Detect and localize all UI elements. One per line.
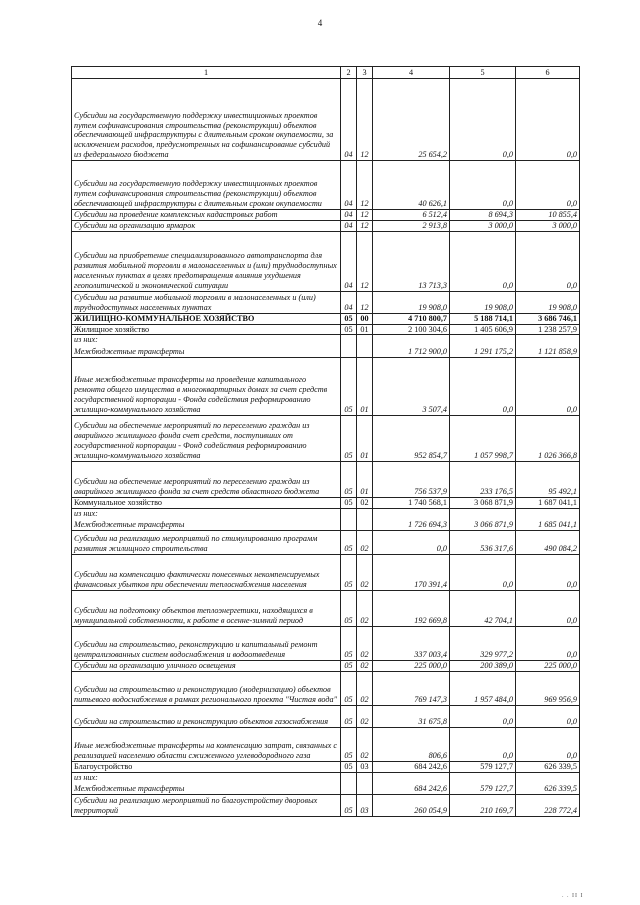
- row-label-cell: Межбюджетные трансферты: [72, 345, 341, 357]
- value-cell: 3 066 871,9: [450, 518, 516, 530]
- row-label-cell: Субсидии на развитие мобильной торговли в малонаселенных и (или) труднодоступных населенных пунктах: [72, 291, 341, 313]
- section-code-cell: 05: [341, 357, 357, 415]
- value-cell: 536 317,6: [450, 530, 516, 554]
- row-label-cell: Субсидии на строительство и реконструкцию объектов газоснабжения: [72, 705, 341, 727]
- table-row: [72, 335, 580, 345]
- table-row: [72, 508, 580, 518]
- row-label-cell: из них:: [72, 335, 341, 345]
- table-row: [72, 497, 580, 508]
- row-label-cell: Субсидии на строительство, реконструкцию и капитальный ремонт централизованных систем водоснабжения и водоотведения: [72, 626, 341, 660]
- column-header: 4: [373, 67, 450, 79]
- row-label-cell: Субсидии на организацию уличного освещения: [72, 660, 341, 671]
- section-code-cell: 05: [341, 590, 357, 626]
- row-label-cell: Благоустройство: [72, 761, 341, 772]
- section-code-cell: [341, 772, 357, 782]
- value-cell: 1 057 998,7: [450, 415, 516, 461]
- value-cell: 0,0: [516, 357, 580, 415]
- value-cell: 0,0: [450, 705, 516, 727]
- section-code-cell: 05: [341, 626, 357, 660]
- value-cell: [450, 772, 516, 782]
- subsection-code-cell: 12: [357, 161, 373, 210]
- value-cell: [450, 335, 516, 345]
- value-cell: 626 339,5: [516, 782, 580, 794]
- value-cell: 10 855,4: [516, 210, 580, 221]
- value-cell: 42 704,1: [450, 590, 516, 626]
- value-cell: 228 772,4: [516, 794, 580, 816]
- column-header: 1: [72, 67, 341, 79]
- value-cell: 0,0: [516, 554, 580, 590]
- table-row: [72, 772, 580, 782]
- row-label-cell: Иные межбюджетные трансферты на компенсацию затрат, связанных с реализацией населению области сжиженного углеводородного газа: [72, 727, 341, 761]
- row-label-cell: Иные межбюджетные трансферты на проведение капитального ремонта общего имущества в многоквартирных домах за счет средств государственной корпорации - Фонда содействия реформированию жилищно-коммунального хозяйства: [72, 357, 341, 415]
- value-cell: 1 957 484,0: [450, 671, 516, 705]
- value-cell: 233 176,5: [450, 461, 516, 497]
- value-cell: 225 000,0: [373, 660, 450, 671]
- subsection-code-cell: 02: [357, 554, 373, 590]
- value-cell: 0,0: [516, 231, 580, 291]
- value-cell: 2 100 304,6: [373, 324, 450, 335]
- table-header-row: [72, 67, 580, 79]
- value-cell: 0,0: [373, 530, 450, 554]
- section-code-cell: 05: [341, 530, 357, 554]
- subsection-code-cell: 02: [357, 626, 373, 660]
- value-cell: 756 537,9: [373, 461, 450, 497]
- value-cell: 225 000,0: [516, 660, 580, 671]
- subsection-code-cell: 02: [357, 671, 373, 705]
- value-cell: [373, 335, 450, 345]
- table-row: [72, 626, 580, 660]
- section-code-cell: 05: [341, 761, 357, 772]
- subsection-code-cell: 00: [357, 313, 373, 324]
- value-cell: 0,0: [516, 626, 580, 660]
- subsection-code-cell: 02: [357, 660, 373, 671]
- table-row: [72, 291, 580, 313]
- subsection-code-cell: 01: [357, 461, 373, 497]
- table-body: [72, 79, 580, 817]
- value-cell: 0,0: [516, 590, 580, 626]
- value-cell: 40 626,1: [373, 161, 450, 210]
- table-row: [72, 761, 580, 772]
- value-cell: 260 054,9: [373, 794, 450, 816]
- value-cell: 3 000,0: [516, 220, 580, 231]
- table-row: [72, 794, 580, 816]
- row-label-cell: Субсидии на приобретение специализированного автотранспорта для развития мобильной торговли в малонаселенных и (или) труднодоступных населенных пунктах в целях предотвращения влияния ухудшения геополитической и экономической ситуации: [72, 231, 341, 291]
- row-label-cell: Субсидии на обеспечение мероприятий по переселению граждан из аварийного жилищного фонда за счет средств областного бюджета: [72, 461, 341, 497]
- subsection-code-cell: [357, 335, 373, 345]
- table-row: [72, 345, 580, 357]
- value-cell: 8 694,3: [450, 210, 516, 221]
- section-code-cell: [341, 518, 357, 530]
- column-header: 5: [450, 67, 516, 79]
- subsection-code-cell: [357, 782, 373, 794]
- subsection-code-cell: 02: [357, 590, 373, 626]
- subsection-code-cell: [357, 518, 373, 530]
- section-code-cell: 05: [341, 324, 357, 335]
- table-row: [72, 590, 580, 626]
- value-cell: 192 669,8: [373, 590, 450, 626]
- value-cell: 25 654,2: [373, 79, 450, 161]
- table-row: [72, 79, 580, 161]
- value-cell: 1 687 041,1: [516, 497, 580, 508]
- column-header: 6: [516, 67, 580, 79]
- row-label-cell: Субсидии на строительство и реконструкцию (модернизацию) объектов питьевого водоснабжения в рамках регионального проекта "Чистая вода": [72, 671, 341, 705]
- value-cell: [450, 508, 516, 518]
- row-label-cell: из них:: [72, 772, 341, 782]
- subsection-code-cell: 01: [357, 415, 373, 461]
- value-cell: 19 908,0: [516, 291, 580, 313]
- section-code-cell: 04: [341, 79, 357, 161]
- table-row: [72, 671, 580, 705]
- value-cell: 19 908,0: [373, 291, 450, 313]
- value-cell: 13 713,3: [373, 231, 450, 291]
- row-label-cell: из них:: [72, 508, 341, 518]
- subsection-code-cell: 12: [357, 231, 373, 291]
- value-cell: [516, 772, 580, 782]
- subsection-code-cell: 01: [357, 357, 373, 415]
- row-label-cell: Субсидии на проведение комплексных кадастровых работ: [72, 210, 341, 221]
- table-row: [72, 660, 580, 671]
- table-row: [72, 518, 580, 530]
- row-label-cell: Субсидии на подготовку объектов теплоэнергетики, находящихся в муниципальной собственности, к работе в осенне-зимний период: [72, 590, 341, 626]
- value-cell: 1 238 257,9: [516, 324, 580, 335]
- section-code-cell: 04: [341, 161, 357, 210]
- value-cell: 769 147,3: [373, 671, 450, 705]
- subsection-code-cell: 03: [357, 761, 373, 772]
- row-label-cell: ЖИЛИЩНО-КОММУНАЛЬНОЕ ХОЗЯЙСТВО: [72, 313, 341, 324]
- section-code-cell: 05: [341, 313, 357, 324]
- subsection-code-cell: 01: [357, 324, 373, 335]
- row-label-cell: Жилищное хозяйство: [72, 324, 341, 335]
- row-label-cell: Субсидии на государственную поддержку инвестиционных проектов путем софинансирования строительства (реконструкции) объектов обеспечивающей инфраструктуры с длительным сроком окупаемости: [72, 161, 341, 210]
- row-label-cell: Субсидии на государственную поддержку инвестиционных проектов путем софинансирования строительства (реконструкции) объектов обеспечивающей инфраструктуры с длительным сроком окупаемости, за исключением расходов, предусмотренных на софинансирование субсидий из федерального бюджета: [72, 79, 341, 161]
- value-cell: 3 686 746,1: [516, 313, 580, 324]
- value-cell: 0,0: [450, 727, 516, 761]
- value-cell: 5 188 714,1: [450, 313, 516, 324]
- section-code-cell: 05: [341, 705, 357, 727]
- value-cell: 95 492,1: [516, 461, 580, 497]
- value-cell: 579 127,7: [450, 782, 516, 794]
- subsection-code-cell: 02: [357, 705, 373, 727]
- value-cell: 1 712 900,0: [373, 345, 450, 357]
- budget-table: [71, 66, 580, 817]
- section-code-cell: [341, 508, 357, 518]
- value-cell: 490 084,2: [516, 530, 580, 554]
- value-cell: 0,0: [516, 161, 580, 210]
- value-cell: 0,0: [450, 79, 516, 161]
- table-row: [72, 727, 580, 761]
- table-row: [72, 415, 580, 461]
- value-cell: 329 977,2: [450, 626, 516, 660]
- section-code-cell: 04: [341, 231, 357, 291]
- section-code-cell: 05: [341, 794, 357, 816]
- value-cell: 0,0: [450, 357, 516, 415]
- value-cell: 19 908,0: [450, 291, 516, 313]
- section-code-cell: 04: [341, 210, 357, 221]
- section-code-cell: 05: [341, 415, 357, 461]
- table-row: [72, 220, 580, 231]
- section-code-cell: 05: [341, 554, 357, 590]
- value-cell: 1 026 366,8: [516, 415, 580, 461]
- value-cell: 1 740 568,1: [373, 497, 450, 508]
- row-label-cell: Межбюджетные трансферты: [72, 518, 341, 530]
- value-cell: 31 675,8: [373, 705, 450, 727]
- column-header: 3: [357, 67, 373, 79]
- row-label-cell: Субсидии на реализацию мероприятий по благоустройству дворовых территорий: [72, 794, 341, 816]
- value-cell: 210 169,7: [450, 794, 516, 816]
- value-cell: 4 710 800,7: [373, 313, 450, 324]
- value-cell: 200 389,0: [450, 660, 516, 671]
- value-cell: [516, 508, 580, 518]
- value-cell: 1 726 694,3: [373, 518, 450, 530]
- subsection-code-cell: 12: [357, 291, 373, 313]
- row-label-cell: Субсидии на реализацию мероприятий по стимулированию программ развития жилищного строительства: [72, 530, 341, 554]
- table-row: [72, 210, 580, 221]
- table-row: [72, 313, 580, 324]
- value-cell: [373, 772, 450, 782]
- row-label-cell: Коммунальное хозяйство: [72, 497, 341, 508]
- table-row: [72, 554, 580, 590]
- section-code-cell: 05: [341, 727, 357, 761]
- value-cell: 969 956,9: [516, 671, 580, 705]
- subsection-code-cell: 12: [357, 79, 373, 161]
- value-cell: [516, 335, 580, 345]
- table-row: [72, 324, 580, 335]
- table-row: [72, 705, 580, 727]
- value-cell: 1 121 858,9: [516, 345, 580, 357]
- value-cell: 0,0: [516, 79, 580, 161]
- subsection-code-cell: 02: [357, 727, 373, 761]
- value-cell: 684 242,6: [373, 782, 450, 794]
- value-cell: 3 507,4: [373, 357, 450, 415]
- value-cell: 806,6: [373, 727, 450, 761]
- subsection-code-cell: 02: [357, 497, 373, 508]
- section-code-cell: [341, 782, 357, 794]
- value-cell: 1 291 175,2: [450, 345, 516, 357]
- value-cell: 3 000,0: [450, 220, 516, 231]
- subsection-code-cell: 12: [357, 220, 373, 231]
- value-cell: 1 405 606,9: [450, 324, 516, 335]
- value-cell: 0,0: [516, 705, 580, 727]
- row-label-cell: Субсидии на организацию ярмарок: [72, 220, 341, 231]
- value-cell: [373, 508, 450, 518]
- table-row: [72, 231, 580, 291]
- row-label-cell: Субсидии на обеспечение мероприятий по переселению граждан из аварийного жилищного фонда счет средств, поступивших от государственной корпорации - Фонд содействия реформированию жилищно-коммунального хозяйства: [72, 415, 341, 461]
- section-code-cell: 05: [341, 671, 357, 705]
- subsection-code-cell: [357, 772, 373, 782]
- row-label-cell: Субсидии на компенсацию фактически понесенных некомпенсируемых финансовых убытков при обеспечении теплоснабжения населения: [72, 554, 341, 590]
- table-row: [72, 161, 580, 210]
- value-cell: 337 003,4: [373, 626, 450, 660]
- table-row: [72, 357, 580, 415]
- footer-mark: . . II I: [562, 893, 584, 899]
- section-code-cell: 04: [341, 291, 357, 313]
- value-cell: 6 512,4: [373, 210, 450, 221]
- section-code-cell: 05: [341, 461, 357, 497]
- table-row: [72, 461, 580, 497]
- value-cell: 1 685 041,1: [516, 518, 580, 530]
- section-code-cell: [341, 345, 357, 357]
- table-row: [72, 530, 580, 554]
- subsection-code-cell: 12: [357, 210, 373, 221]
- subsection-code-cell: 03: [357, 794, 373, 816]
- value-cell: 3 068 871,9: [450, 497, 516, 508]
- value-cell: 2 913,8: [373, 220, 450, 231]
- section-code-cell: 05: [341, 497, 357, 508]
- page-number: 4: [317, 18, 323, 28]
- subsection-code-cell: 02: [357, 530, 373, 554]
- value-cell: 170 391,4: [373, 554, 450, 590]
- section-code-cell: 04: [341, 220, 357, 231]
- value-cell: 0,0: [450, 231, 516, 291]
- column-header: 2: [341, 67, 357, 79]
- section-code-cell: [341, 335, 357, 345]
- subsection-code-cell: [357, 508, 373, 518]
- section-code-cell: 05: [341, 660, 357, 671]
- subsection-code-cell: [357, 345, 373, 357]
- table-row: [72, 782, 580, 794]
- value-cell: 626 339,5: [516, 761, 580, 772]
- value-cell: 0,0: [450, 161, 516, 210]
- value-cell: 0,0: [450, 554, 516, 590]
- value-cell: 684 242,6: [373, 761, 450, 772]
- value-cell: 0,0: [516, 727, 580, 761]
- row-label-cell: Межбюджетные трансферты: [72, 782, 341, 794]
- value-cell: 579 127,7: [450, 761, 516, 772]
- value-cell: 952 854,7: [373, 415, 450, 461]
